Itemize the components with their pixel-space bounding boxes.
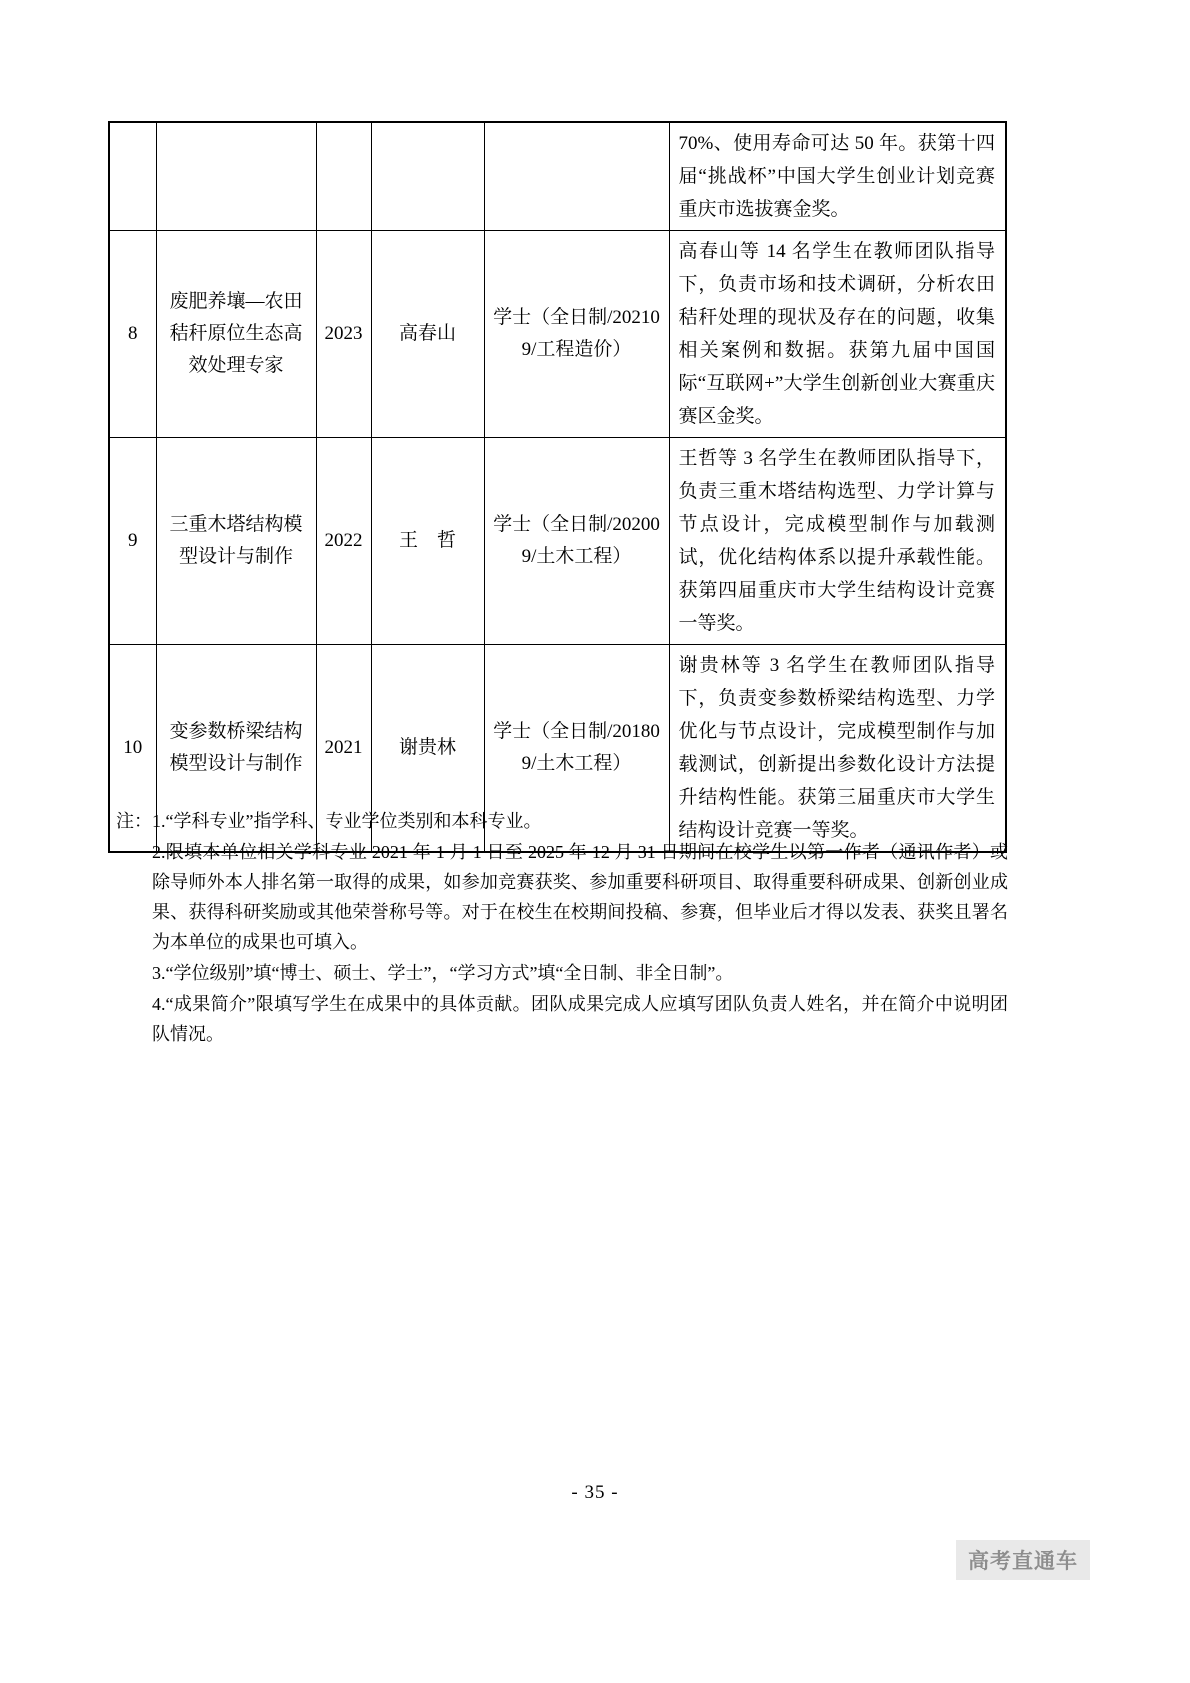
footnote-item: 2.限填本单位相关学科专业 2021 年 1 月 1 日至 2025 年 12 月 31 日期间在校学生以第一作者（通讯作者）或除导师外本人排名第一取得的成果，如参加竞赛获奖、参加重要科研项目、取得重要科研成果、创新创业成果、获得科研奖励或其他荣誉称号等。对于在校生在校期间投稿、参赛，但毕业后才得以发表、获奖且署名为本单位的成果也可填入。: [152, 842, 1008, 952]
footnote-item: 3.“学位级别”填“博士、硕士、学士”，“学习方式”填“全日制、非全日制”。: [152, 963, 734, 983]
cell-project: 三重木塔结构模型设计与制作: [156, 438, 316, 645]
cell-name: 王 哲: [371, 438, 484, 645]
cell-year: 2021: [316, 645, 371, 853]
cell-no: [109, 122, 156, 231]
cell-year: 2022: [316, 438, 371, 645]
cell-project: 变参数桥梁结构模型设计与制作: [156, 645, 316, 853]
cell-project: [156, 122, 316, 231]
cell-degree: 学士（全日制/201809/土木工程）: [484, 645, 669, 853]
watermark-badge: 高考直通车: [956, 1540, 1090, 1580]
student-achievements-table: [108, 121, 1007, 853]
cell-year: 2023: [316, 231, 371, 438]
cell-no: 8: [109, 231, 156, 438]
footnote-item: 1.“学科专业”指学科、专业学位类别和本科专业。: [152, 811, 542, 831]
table-row-continuation: [109, 122, 1006, 231]
cell-degree: 学士（全日制/202009/土木工程）: [484, 438, 669, 645]
cell-no: 10: [109, 645, 156, 853]
cell-description: 王哲等 3 名学生在教师团队指导下，负责三重木塔结构选型、力学计算与节点设计，完成模型制作与加载测试，优化结构体系以提升承载性能。获第四届重庆市大学生结构设计竞赛一等奖。: [669, 438, 1006, 645]
cell-degree: 学士（全日制/202109/工程造价）: [484, 231, 669, 438]
table-row: [109, 231, 1006, 438]
footnotes: [116, 806, 1008, 1050]
cell-no: 9: [109, 438, 156, 645]
cell-year: [316, 122, 371, 231]
footnotes-label: 注：: [116, 811, 152, 831]
cell-project: 废肥养壤—农田秸秆原位生态高效处理专家: [156, 231, 316, 438]
page-number: - 35 -: [571, 1482, 619, 1503]
cell-description: 谢贵林等 3 名学生在教师团队指导下，负责变参数桥梁结构选型、力学优化与节点设计，完成模型制作与加载测试，创新提出参数化设计方法提升结构性能。获第三届重庆市大学生结构设计竞赛一等奖。: [669, 645, 1006, 853]
cell-name: 高春山: [371, 231, 484, 438]
table-row: [109, 438, 1006, 645]
cell-name: [371, 122, 484, 231]
footnote-item: 4.“成果简介”限填写学生在成果中的具体贡献。团队成果完成人应填写团队负责人姓名，并在简介中说明团队情况。: [152, 994, 1008, 1044]
footnotes-body: [152, 806, 1008, 1050]
cell-degree: [484, 122, 669, 231]
cell-description: 70%、使用寿命可达 50 年。获第十四届“挑战杯”中国大学生创业计划竞赛重庆市选拔赛金奖。: [669, 122, 1006, 231]
cell-description: 高春山等 14 名学生在教师团队指导下，负责市场和技术调研，分析农田秸秆处理的现状及存在的问题，收集相关案例和数据。获第九届中国国际“互联网+”大学生创新创业大赛重庆赛区金奖。: [669, 231, 1006, 438]
cell-name: 谢贵林: [371, 645, 484, 853]
